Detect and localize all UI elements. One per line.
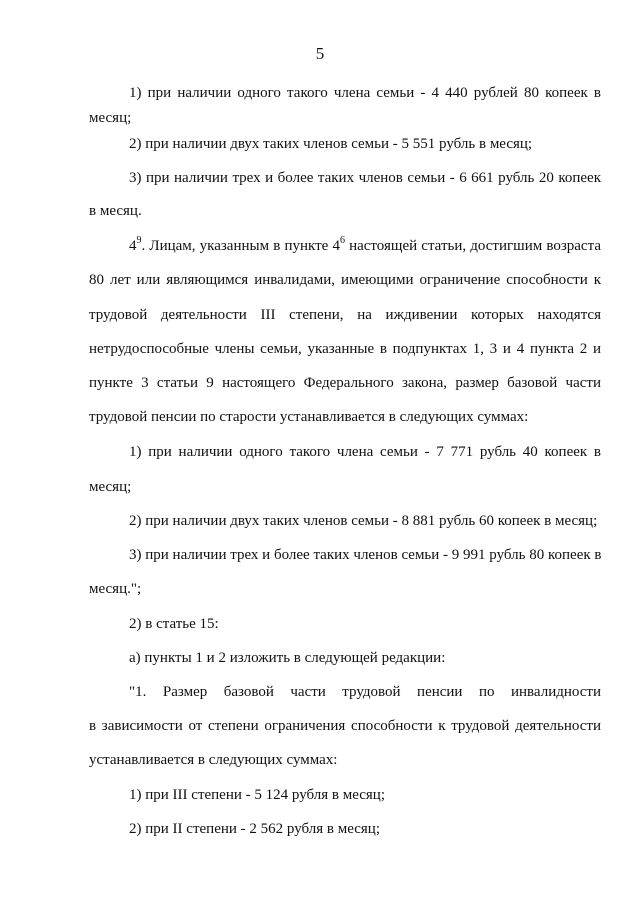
text-line: 1) при наличии одного такого члена семьи - 4 440 рублей 80 копеек в <box>129 85 601 101</box>
text-line: 2) при наличии двух таких членов семьи - 5 551 рубль в месяц; <box>129 136 533 152</box>
page-number: 5 <box>315 44 325 63</box>
text-segment: . Лицам, указанным в пункте 4 <box>141 238 340 254</box>
text-line: пункте 3 статьи 9 настоящего Федерального закона, размер базовой части <box>89 375 601 391</box>
text-line: 1) при III степени - 5 124 рубля в месяц; <box>129 787 385 803</box>
paragraph-4-9-first-line <box>129 236 601 256</box>
text-line: трудовой пенсии по старости устанавливается в следующих суммах: <box>89 409 529 425</box>
text-line: 80 лет или являющимся инвалидами, имеющими ограничение способности к <box>89 272 601 288</box>
text-line: "1. Размер базовой части трудовой пенсии по инвалидности <box>129 684 601 700</box>
text-line: 2) при наличии двух таких членов семьи - 8 881 рубль 60 копеек в месяц; <box>129 513 598 529</box>
text-line: 1) при наличии одного такого члена семьи - 7 771 рубль 40 копеек в <box>129 444 601 460</box>
text-line: 2) при II степени - 2 562 рубля в месяц; <box>129 821 381 837</box>
superscript: 9 <box>136 235 142 246</box>
text-line: устанавливается в следующих суммах: <box>89 752 338 768</box>
text-line: месяц."; <box>89 581 142 597</box>
text-line: нетрудоспособные члены семьи, указанные в подпунктах 1, 3 и 4 пункта 2 и <box>89 341 601 357</box>
text-segment: 4 <box>129 238 137 254</box>
text-line: месяц; <box>89 110 132 126</box>
text-segment: настоящей статьи, достигшим возраста <box>344 238 601 254</box>
text-line: а) пункты 1 и 2 изложить в следующей редакции: <box>129 650 446 666</box>
superscript: 6 <box>339 235 345 246</box>
text-line: в месяц. <box>89 203 142 219</box>
text-line: 3) при наличии трех и более таких членов семьи - 9 991 рубль 80 копеек в <box>129 547 602 563</box>
text-line: месяц; <box>89 479 132 495</box>
text-line: трудовой деятельности III степени, на иждивении которых находятся <box>89 307 601 323</box>
text-line: в зависимости от степени ограничения способности к трудовой деятельности <box>89 718 601 734</box>
text-line: 2) в статье 15: <box>129 616 219 632</box>
text-line: 3) при наличии трех и более таких членов семьи - 6 661 рубль 20 копеек <box>129 170 601 186</box>
